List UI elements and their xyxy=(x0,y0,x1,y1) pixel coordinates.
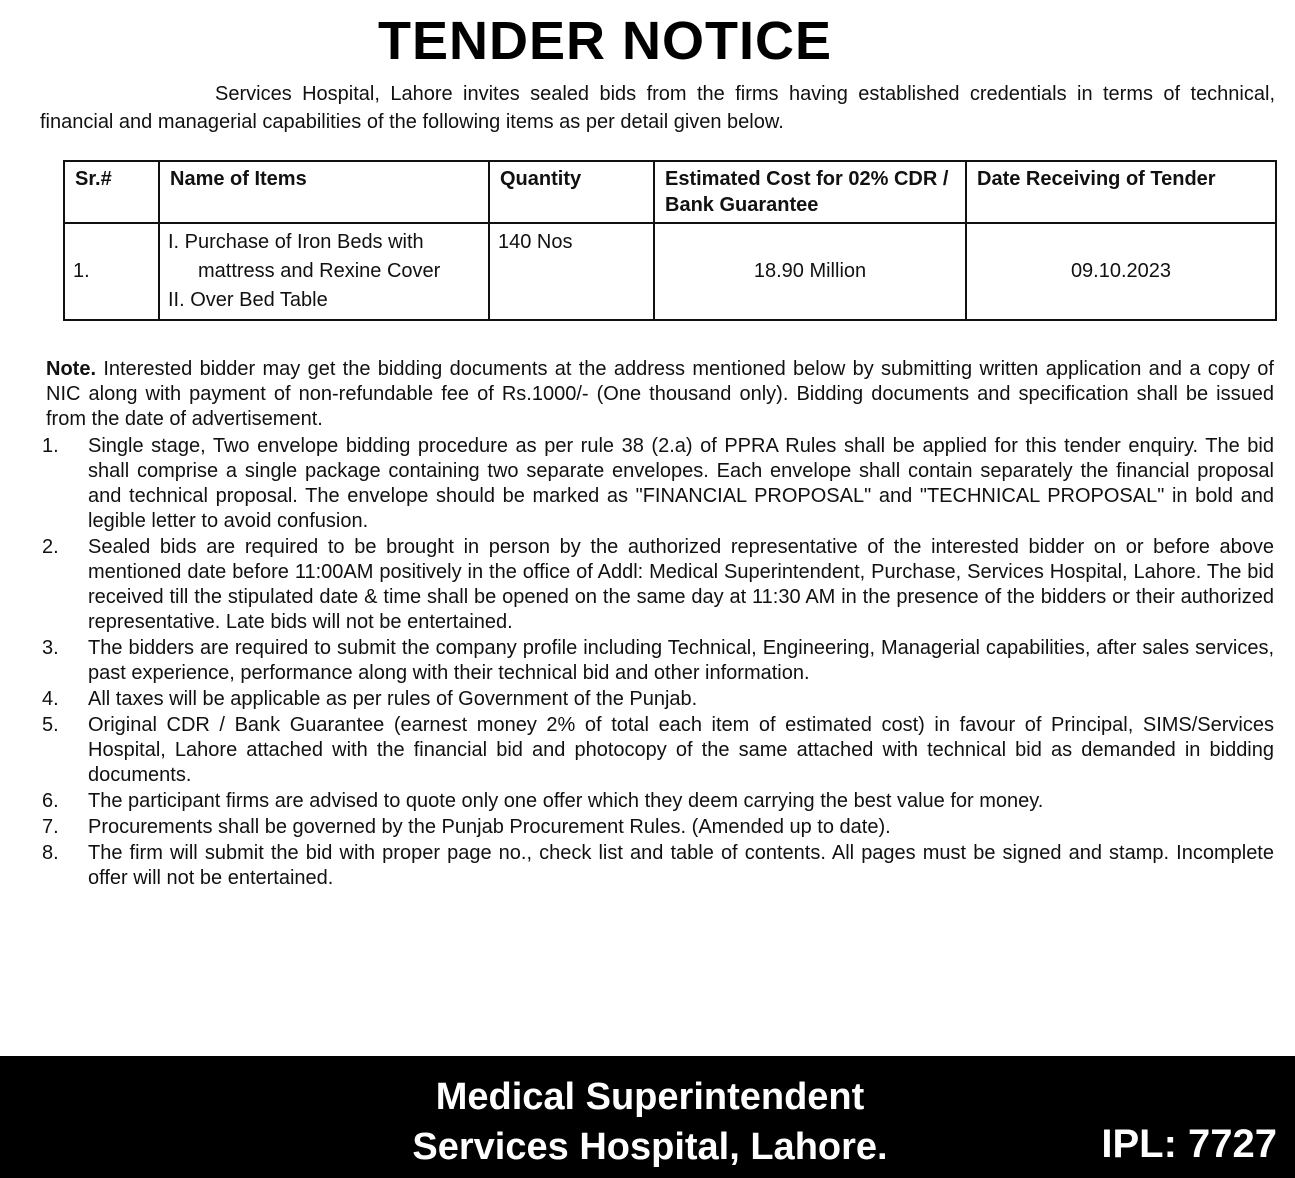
row-cost: 18.90 Million xyxy=(654,223,966,320)
note-text: Interested bidder may get the bidding documents at the address mentioned below by submitting written application and a copy of NIC along with payment of non-refundable fee of Rs.1000/- (One thousand only). Bidding documents and specification shall be issued from the date of advertisement. xyxy=(46,358,1274,430)
note-label: Note. xyxy=(46,358,96,380)
header-name: Name of Items xyxy=(159,161,489,223)
rule-text: The bidders are required to submit the company profile including Technical, Engineering, Managerial capabilities, after sales services, past experience, performance along with their technical bid and other information. xyxy=(88,637,1274,684)
item-1: I. Purchase of Iron Beds with xyxy=(168,231,424,253)
list-item xyxy=(42,841,1274,891)
rule-number: 5. xyxy=(42,714,59,736)
list-item xyxy=(42,789,1274,814)
header-cost: Estimated Cost for 02% CDR / Bank Guarantee xyxy=(654,161,966,223)
header-sr: Sr.# xyxy=(64,161,159,223)
rule-text: Original CDR / Bank Guarantee (earnest money 2% of total each item of estimated cost) in favour of Principal, SIMS/Services Hospital, Lahore attached with the financial bid and photocopy of the same attached with technical bid as demanded in bidding documents. xyxy=(88,714,1274,786)
item-2: II. Over Bed Table xyxy=(168,289,328,311)
header-date: Date Receiving of Tender xyxy=(966,161,1276,223)
signatory-organization: Services Hospital, Lahore. xyxy=(412,1126,888,1168)
list-item xyxy=(42,713,1274,788)
header-quantity: Quantity xyxy=(489,161,654,223)
rule-text: All taxes will be applicable as per rules of Government of the Punjab. xyxy=(88,688,698,710)
rule-text: The participant firms are advised to quote only one offer which they deem carrying the best value for money. xyxy=(88,790,1044,812)
rule-text: Sealed bids are required to be brought in person by the authorized representative of the interested bidder on or before above mentioned date before 11:00AM positively in the office of Addl: Medical Superintendent, Purchase, Services Hospital, Lahore. The bid received till the stipulated date & time shall be opened on the same day at 11:30 AM in the presence of the bidders or their authorized representative. Late bids will not be entertained. xyxy=(88,536,1274,633)
note-paragraph xyxy=(46,357,1274,432)
rule-text: Single stage, Two envelope bidding procedure as per rule 38 (2.a) of PPRA Rules shall be applied for this tender enquiry. The bid shall comprise a single package containing two separate envelopes. Each envelope shall contain separately the financial proposal and technical proposal. The envelope should be marked as "FINANCIAL PROPOSAL" and "TECHNICAL PROPOSAL" in bold and legible letter to avoid confusion. xyxy=(88,435,1274,532)
list-item xyxy=(42,687,1274,712)
row-sr: 1. xyxy=(64,223,159,320)
list-item xyxy=(42,434,1274,534)
list-item xyxy=(42,535,1274,635)
signatory-title: Medical Superintendent xyxy=(435,1076,865,1118)
table-header-row xyxy=(64,161,1276,223)
row-date: 09.10.2023 xyxy=(966,223,1276,320)
rule-number: 3. xyxy=(42,637,59,659)
footer-banner xyxy=(0,1056,1295,1178)
rule-number: 2. xyxy=(42,536,59,558)
row-quantity: 140 Nos xyxy=(489,223,654,320)
ipl-number: IPL: 7727 xyxy=(1101,1122,1277,1166)
rule-number: 7. xyxy=(42,816,59,838)
items-table xyxy=(63,160,1277,321)
rule-number: 6. xyxy=(42,790,59,812)
notes-section xyxy=(42,357,1274,892)
page-title: TENDER NOTICE xyxy=(377,11,833,71)
table-row xyxy=(64,223,1276,320)
row-items xyxy=(159,223,489,320)
list-item xyxy=(42,636,1274,686)
rules-list xyxy=(42,434,1274,891)
signature-block xyxy=(340,1072,960,1172)
item-1-continued: mattress and Rexine Cover xyxy=(198,260,441,282)
list-item xyxy=(42,815,1274,840)
rule-number: 4. xyxy=(42,688,59,710)
rule-number: 1. xyxy=(42,435,59,457)
rule-text: Procurements shall be governed by the Punjab Procurement Rules. (Amended up to date). xyxy=(88,816,891,838)
rule-text: The firm will submit the bid with proper page no., check list and table of contents. All pages must be signed and stamp. Incomplete offer will not be entertained. xyxy=(88,842,1274,889)
intro-paragraph: Services Hospital, Lahore invites sealed bids from the firms having established credentials in terms of technical, financial and managerial capabilities of the following items as per detail given below. xyxy=(40,83,1275,133)
rule-number: 8. xyxy=(42,842,59,864)
